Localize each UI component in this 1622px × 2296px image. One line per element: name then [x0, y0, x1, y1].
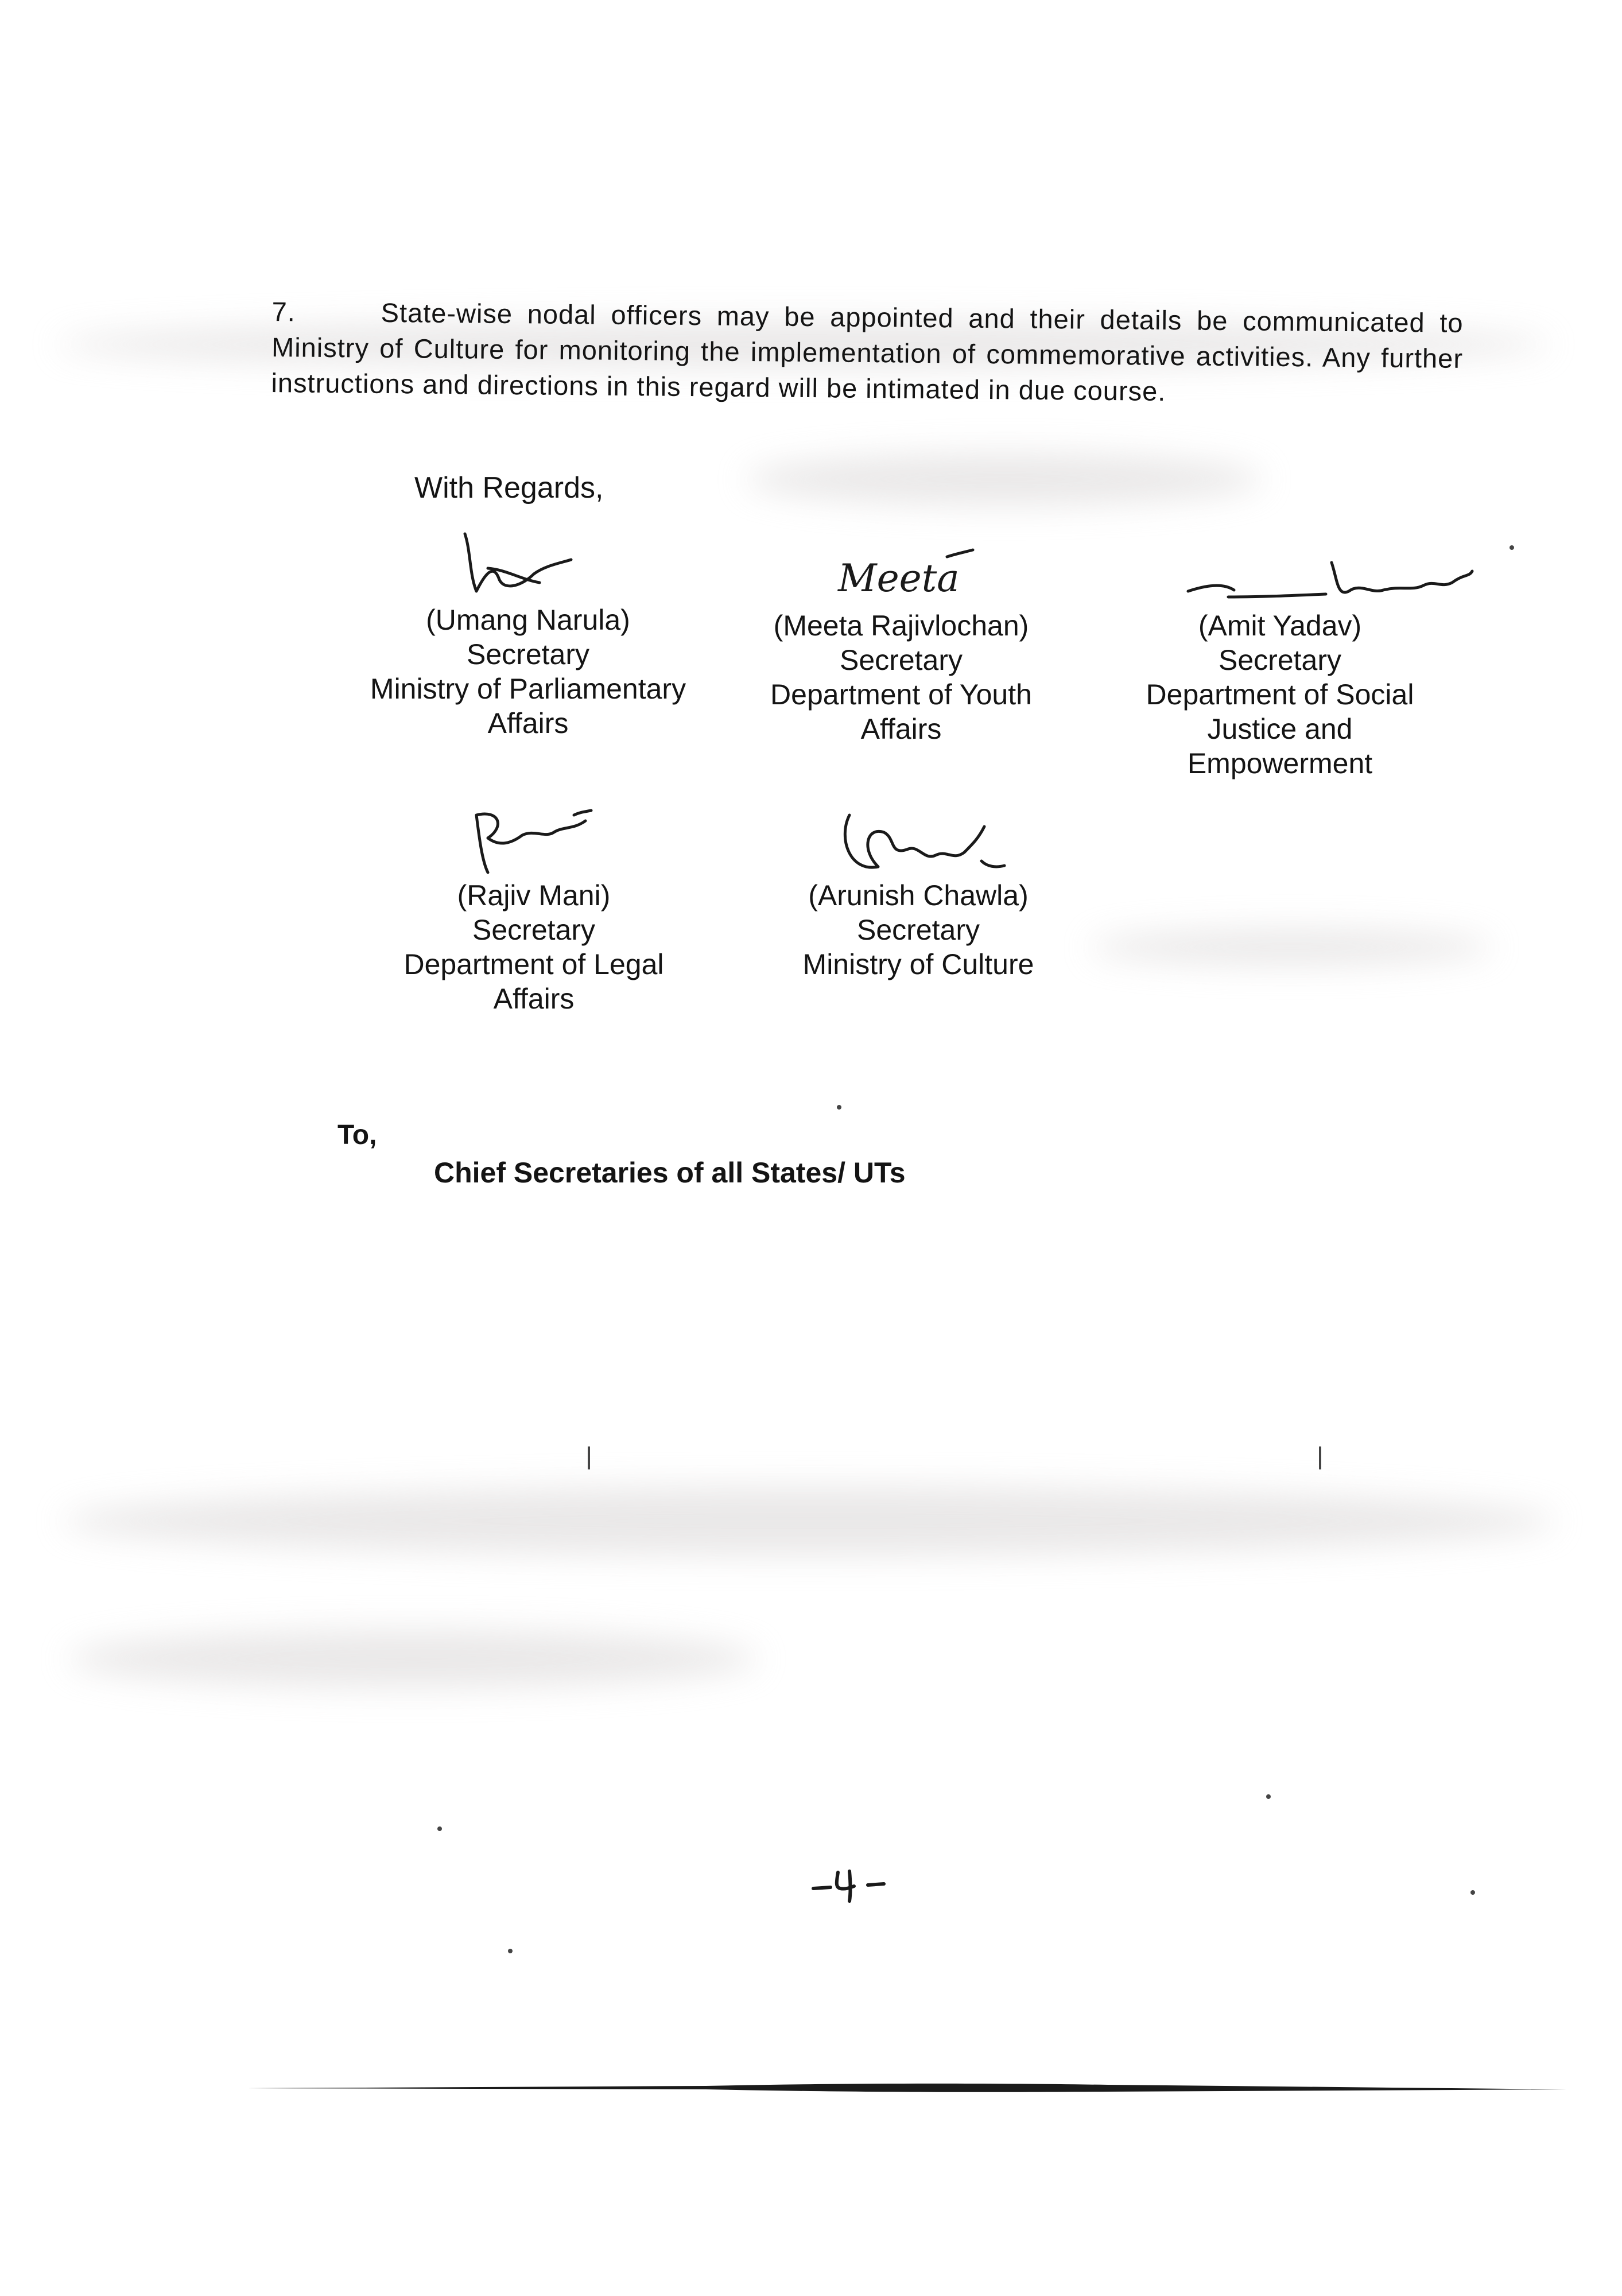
signatory-department: Ministry of Parliamentary Affairs [370, 673, 686, 739]
signatory-block-arunish-chawla [763, 878, 1073, 982]
signature-umang-narula [453, 528, 580, 603]
signatory-title: Secretary [472, 914, 595, 946]
signatory-block-umang-narula [333, 603, 723, 740]
bottom-rule [247, 2078, 1567, 2101]
signatory-name: (Meeta Rajivlochan) [773, 610, 1029, 642]
signatory-department: Ministry of Culture [802, 948, 1034, 980]
paragraph-number: 7. [271, 296, 296, 327]
signatory-name: (Arunish Chawla) [808, 879, 1029, 912]
to-label: To, [337, 1120, 377, 1150]
signature-meeta-rajivlochan [832, 545, 981, 608]
signatory-name: (Umang Narula) [426, 604, 630, 636]
signatory-block-meeta-rajivlochan [746, 608, 1056, 746]
scan-smudge [69, 1630, 758, 1688]
signatory-name: (Amit Yadav) [1198, 610, 1362, 642]
scan-dot [1470, 1890, 1475, 1895]
signature-rajiv-mani [459, 804, 597, 878]
signature-text: Meeta [838, 556, 960, 600]
scan-dot [437, 1826, 442, 1831]
signatory-title: Secretary [840, 644, 963, 676]
signature-amit-yadav [1182, 551, 1481, 614]
scan-dot [1510, 545, 1514, 550]
recipient: Chief Secretaries of all States/ UTs [434, 1157, 906, 1189]
signatory-title: Secretary [857, 914, 980, 946]
signatory-name: (Rajiv Mani) [457, 879, 611, 912]
scan-dot [1266, 1794, 1271, 1799]
scan-dot [508, 1949, 513, 1953]
signatory-title: Secretary [1219, 644, 1341, 676]
paragraph-7 [271, 294, 1464, 412]
signatory-department: Department of Legal Affairs [403, 948, 664, 1015]
signature-arunish-chawla [826, 804, 1010, 890]
scan-mark [588, 1446, 590, 1469]
signatory-block-amit-yadav [1125, 608, 1435, 781]
closing-salutation: With Regards, [414, 471, 604, 505]
signatory-department: Department of Social Justice and Empowerment [1146, 678, 1414, 779]
scan-mark [1319, 1446, 1321, 1469]
scan-dot [837, 1105, 841, 1110]
scan-smudge [1091, 930, 1492, 964]
signatory-department: Department of Youth Affairs [770, 678, 1032, 745]
signatory-title: Secretary [467, 638, 589, 670]
scan-smudge [746, 453, 1263, 505]
paragraph-text: State-wise nodal officers may be appointed and their details be communicated to Ministry of Culture for monitoring the implementation of commemorative activities. Any further instructions and directions in this regard will be intimated in due course. [271, 297, 1464, 406]
signatory-block-rajiv-mani [367, 878, 700, 1016]
page-number [810, 1865, 891, 1909]
scan-smudge [63, 1487, 1555, 1556]
